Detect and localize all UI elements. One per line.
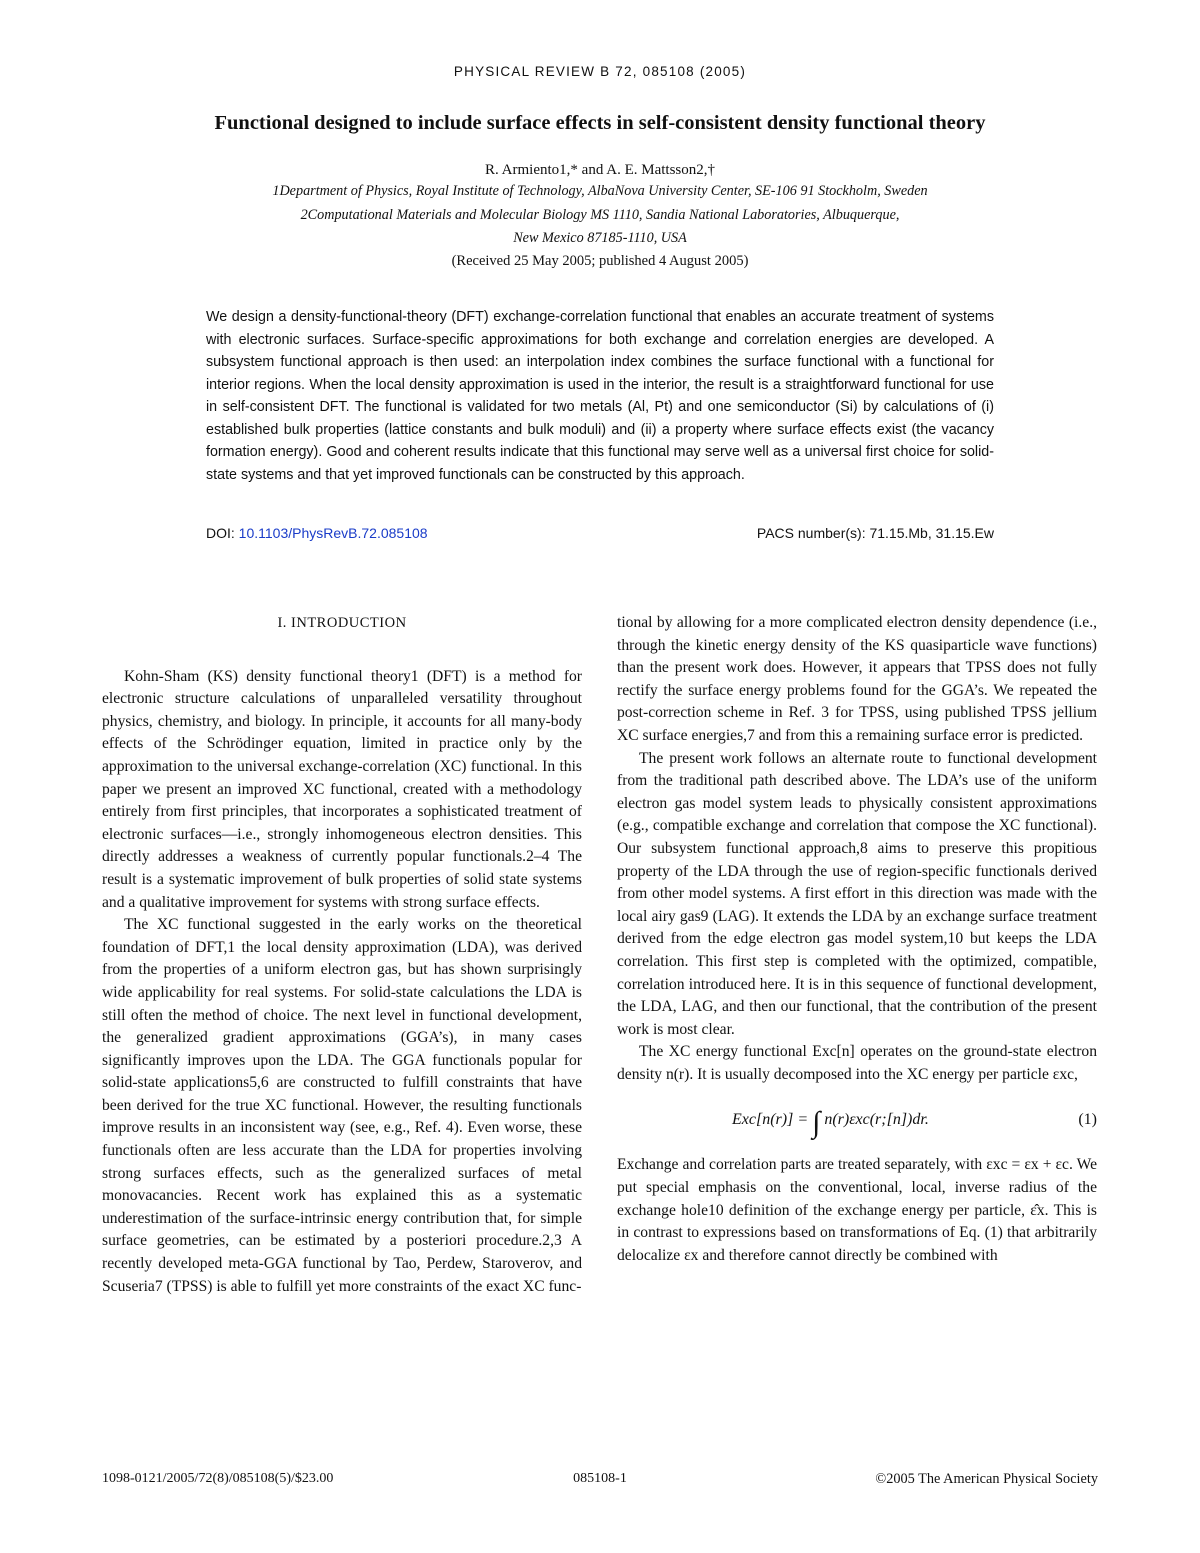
abstract: We design a density-functional-theory (DFT) exchange-correlation functional that enables an accurate treatment of systems with electronic surfaces. Surface-specific approximations for both exchange and correlation energies are developed. A subsystem functional approach is then used: an interpolation index combines the surface functional with a functional for interior regions. When the local density approximation is used in the interior, the result is a straightforward functional for use in self-consistent DFT. The functional is validated for two metals (Al, Pt) and one semiconductor (Si) by calculations of (i) established bulk properties (lattice constants and bulk moduli) and (ii) a property where surface effects exist (the vacancy formation energy). Good and coherent results indicate that this functional may serve well as a universal first choice for solid-state systems and that yet improved functionals can be constructed by this approach. xyxy=(206,309,994,483)
doi-line xyxy=(206,525,428,541)
equation-lhs: Exc[n(r)] = xyxy=(732,1111,813,1129)
paragraph: Exchange and correlation parts are treated separately, with εxc = εx + εc. We put special emphasis on the conventional, local, inverse radius of the exchange hole10 definition of the exchange energy per particle, ε̂x. This is in contrast to expressions based on transformations of Eq. (1) that arbitrarily delocalize εx and therefore cannot directly be combined with xyxy=(617,1156,1097,1264)
equation-rhs: n(r)εxc(r;[n])dr. xyxy=(820,1111,929,1129)
affiliation-2: 2Computational Materials and Molecular Biology MS 1110, Sandia National Laboratories, Albuquerque, xyxy=(300,207,900,223)
paragraph: The XC functional suggested in the early works on the theoretical foundation of DFT,1 the local density approximation (LDA), was derived from the properties of a uniform electron gas, but has shown surprisingly wide applicability for real systems. For solid-state calculations the LDA is still often the method of choice. The next level in functional development, the generalized gradient approximations (GGA’s), in many cases significantly improves upon the LDA. The GGA functionals popular for solid-state applications5,6 are constructed to fulfill constraints that have been derived for the true XC functional. However, the resulting functionals improve results in an inconsistent way (see, e.g., Ref. 4). Even worse, these functionals often are less accurate than the LDA for properties involving strong surfaces effects, such as the generalized surfaces of metal monovacancies. Recent work has explained this as a systematic underestimation of the surface-intrinsic energy contribution that, for simple surface geometries, can be estimated by a posteriori procedure.2,3 A recently developed meta-GGA functional by Tao, Perdew, Staroverov, and Scuseria7 (TPSS) is able to fulfill yet more constraints of the exact XC func- xyxy=(102,916,582,1295)
doi-link[interactable]: 10.1103/PhysRevB.72.085108 xyxy=(238,525,428,541)
received-dates: (Received 25 May 2005; published 4 August 2005) xyxy=(451,253,749,269)
paragraph: Kohn-Sham (KS) density functional theory1 (DFT) is a method for electronic structure calculations of unparalleled versatility throughout physics, chemistry, and biology. In principle, it accounts for all many-body effects of the Schrödinger equation, limited in practice only by the approximation to the universal exchange-correlation (XC) functional. In this paper we present an improved XC functional, created with a methodology entirely from first principles, that incorporates a sophisticated treatment of electronic surfaces—i.e., strongly inhomogeneous electron densities. This directly addresses a weakness of currently popular functionals.2–4 The result is a systematic improvement of bulk properties of solid state systems and a qualitative improvement for systems with strong surface effects. xyxy=(102,667,582,911)
affiliation-1: 1Department of Physics, Royal Institute of Technology, AlbaNova University Center, SE-106 91 Stockholm, Sweden xyxy=(272,183,928,199)
journal-header: PHYSICAL REVIEW B 72, 085108 (2005) xyxy=(453,64,747,79)
footer-copyright: ©2005 The American Physical Society xyxy=(875,1471,1098,1487)
right-column xyxy=(617,612,1097,1267)
paper-title: Functional designed to include surface effects in self-consistent density functional theory xyxy=(214,112,986,134)
section-heading: I. INTRODUCTION xyxy=(277,615,407,631)
left-column xyxy=(102,612,582,1298)
footer-issn: 1098-0121/2005/72(8)/085108(5)/$23.00 xyxy=(102,1471,334,1486)
equation-body xyxy=(732,1106,929,1140)
integral-symbol: ∫ xyxy=(812,1106,821,1140)
authors: R. Armiento1,* and A. E. Mattsson2,† xyxy=(485,162,715,178)
paragraph: The present work follows an alternate route to functional development from the traditional path described above. The LDA’s use of the uniform electron gas model system leads to physically consistent approximations (e.g., compatible exchange and correlation that compose the XC functional). Our subsystem functional approach,8 aims to preserve this propitious property of the LDA through the use of region-specific functionals derived from other model systems. A first effort in this direction was made with the local airy gas9 (LAG). It extends the LDA by an exchange surface treatment derived from the edge electron gas model system,10 but keeps the LDA correlation. This first step is completed with the optimized, compatible, correlation introduced here. It is in this sequence of functional development, the LDA, LAG, and then our functional, that the contribution of the present work is most clear. xyxy=(617,749,1097,1038)
footer-page-number: 085108-1 xyxy=(573,1471,627,1486)
doi-label: DOI: xyxy=(206,525,235,541)
affiliation-2-cont: New Mexico 87185-1110, USA xyxy=(513,230,687,246)
paragraph: tional by allowing for a more complicated electron density dependence (i.e., through the kinetic energy density of the KS quasiparticle wave functions) than the present work does. However, it appears that TPSS does not fully rectify the surface energy problems found for the GGA’s. We repeated the post-correction scheme in Ref. 3 for TPSS, using published TPSS jellium XC surface energies,7 and from this a remaining surface error is predicted. xyxy=(617,614,1097,744)
pacs-numbers: PACS number(s): 71.15.Mb, 31.15.Ew xyxy=(756,525,994,541)
equation-1 xyxy=(617,1096,1097,1146)
equation-number: (1) xyxy=(1078,1111,1097,1129)
paragraph: The XC energy functional Exc[n] operates on the ground-state electron density n(r). It is usually decomposed into the XC energy per particle εxc, xyxy=(617,1043,1097,1083)
